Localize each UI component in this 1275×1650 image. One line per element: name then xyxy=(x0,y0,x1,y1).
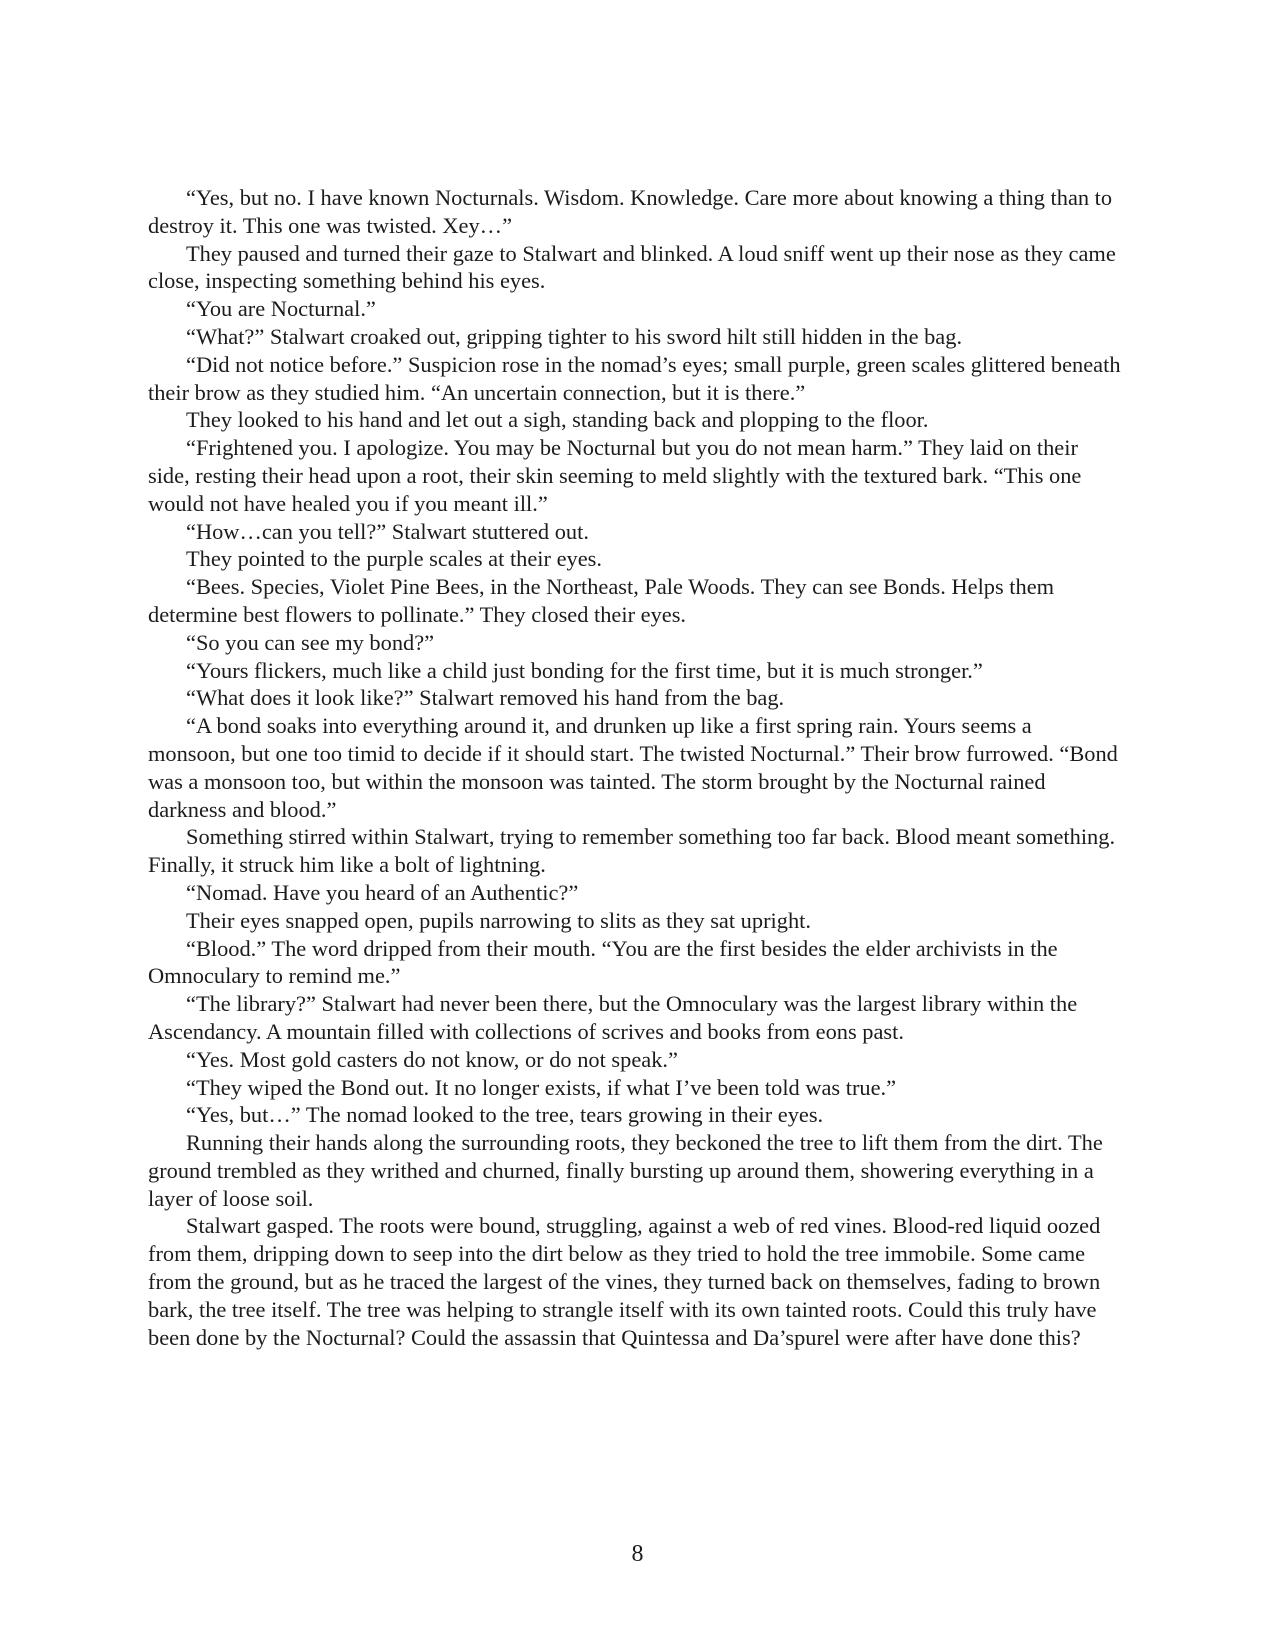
paragraph-20: “Yes. Most gold casters do not know, or do not speak.” xyxy=(186,1046,678,1072)
paragraph-15: Something stirred within Stalwart, trying to remember something too far back. Blood meant something. Finally, it struck him like a bolt of lightning. xyxy=(148,824,1116,878)
paragraph-7: “Frightened you. I apologize. You may be Nocturnal but you do not mean harm.” They laid on their side, resting their head upon a root, their skin seeming to meld slightly with the textured bark. “This one would not have healed you if you meant ill.” xyxy=(148,435,1082,516)
body-text xyxy=(148,184,1123,1351)
paragraph-18: “Blood.” The word dripped from their mouth. “You are the first besides the elder archivists in the Omnoculary to remind me.” xyxy=(148,935,1058,989)
paragraph-12: “Yours flickers, much like a child just bonding for the first time, but it is much stronger.” xyxy=(186,657,983,683)
paragraph-14: “A bond soaks into everything around it, and drunken up like a first spring rain. Yours seems a monsoon, but one too timid to decide if it should start. The twisted Nocturnal.” Their brow furrowed. “Bond was a monsoon too, but within the monsoon was tainted. The storm brought by the Nocturnal rained darkness and blood.” xyxy=(148,713,1118,822)
paragraph-24: Stalwart gasped. The roots were bound, struggling, against a web of red vines. Blood-red liquid oozed from them, dripping down to seep into the dirt below as they tried to hold the tree immobile. Some came from the ground, but as he traced the largest of the vines, they turned back on themselves, fading to brown bark, the tree itself. The tree was helping to strangle itself with its own tainted roots. Could this truly have been done by the Nocturnal? Could the assassin that Quintessa and Da’spurel were after have done this? xyxy=(148,1213,1101,1350)
paragraph-16: “Nomad. Have you heard of an Authentic?” xyxy=(186,879,579,905)
paragraph-5: “Did not notice before.” Suspicion rose in the nomad’s eyes; small purple, green scales glittered beneath their brow as they studied him. “An uncertain connection, but it is there.” xyxy=(148,351,1121,405)
paragraph-9: They pointed to the purple scales at their eyes. xyxy=(186,546,602,572)
paragraph-8: “How…can you tell?” Stalwart stuttered out. xyxy=(186,518,589,544)
paragraph-13: “What does it look like?” Stalwart removed his hand from the bag. xyxy=(186,685,785,711)
paragraph-17: Their eyes snapped open, pupils narrowing to slits as they sat upright. xyxy=(186,907,811,933)
paragraph-4: “What?” Stalwart croaked out, gripping tighter to his sword hilt still hidden in the bag. xyxy=(186,323,963,349)
page-number: 8 xyxy=(631,1541,644,1567)
paragraph-2: They paused and turned their gaze to Stalwart and blinked. A loud sniff went up their nose as they came close, inspecting something behind his eyes. xyxy=(148,240,1116,294)
paragraph-10: “Bees. Species, Violet Pine Bees, in the Northeast, Pale Woods. They can see Bonds. Helps them determine best flowers to pollinate.” They closed their eyes. xyxy=(148,574,1055,627)
paragraph-3: “You are Nocturnal.” xyxy=(186,296,376,322)
paragraph-23: Running their hands along the surrounding roots, they beckoned the tree to lift them from the dirt. The ground trembled as they writhed and churned, finally bursting up around them, showering everything in a layer of loose soil. xyxy=(148,1130,1103,1211)
paragraph-21: “They wiped the Bond out. It no longer exists, if what I’ve been told was true.” xyxy=(186,1074,897,1100)
paragraph-11: “So you can see my bond?” xyxy=(186,629,435,655)
paragraph-1: “Yes, but no. I have known Nocturnals. Wisdom. Knowledge. Care more about knowing a thing than to destroy it. This one was twisted. Xey…” xyxy=(148,185,1113,238)
paragraph-6: They looked to his hand and let out a sigh, standing back and plopping to the floor. xyxy=(186,407,929,433)
paragraph-19: “The library?” Stalwart had never been there, but the Omnoculary was the largest library within the Ascendancy. A mountain filled with collections of scrives and books from eons past. xyxy=(148,991,1078,1044)
paragraph-22: “Yes, but…” The nomad looked to the tree, tears growing in their eyes. xyxy=(186,1102,824,1128)
